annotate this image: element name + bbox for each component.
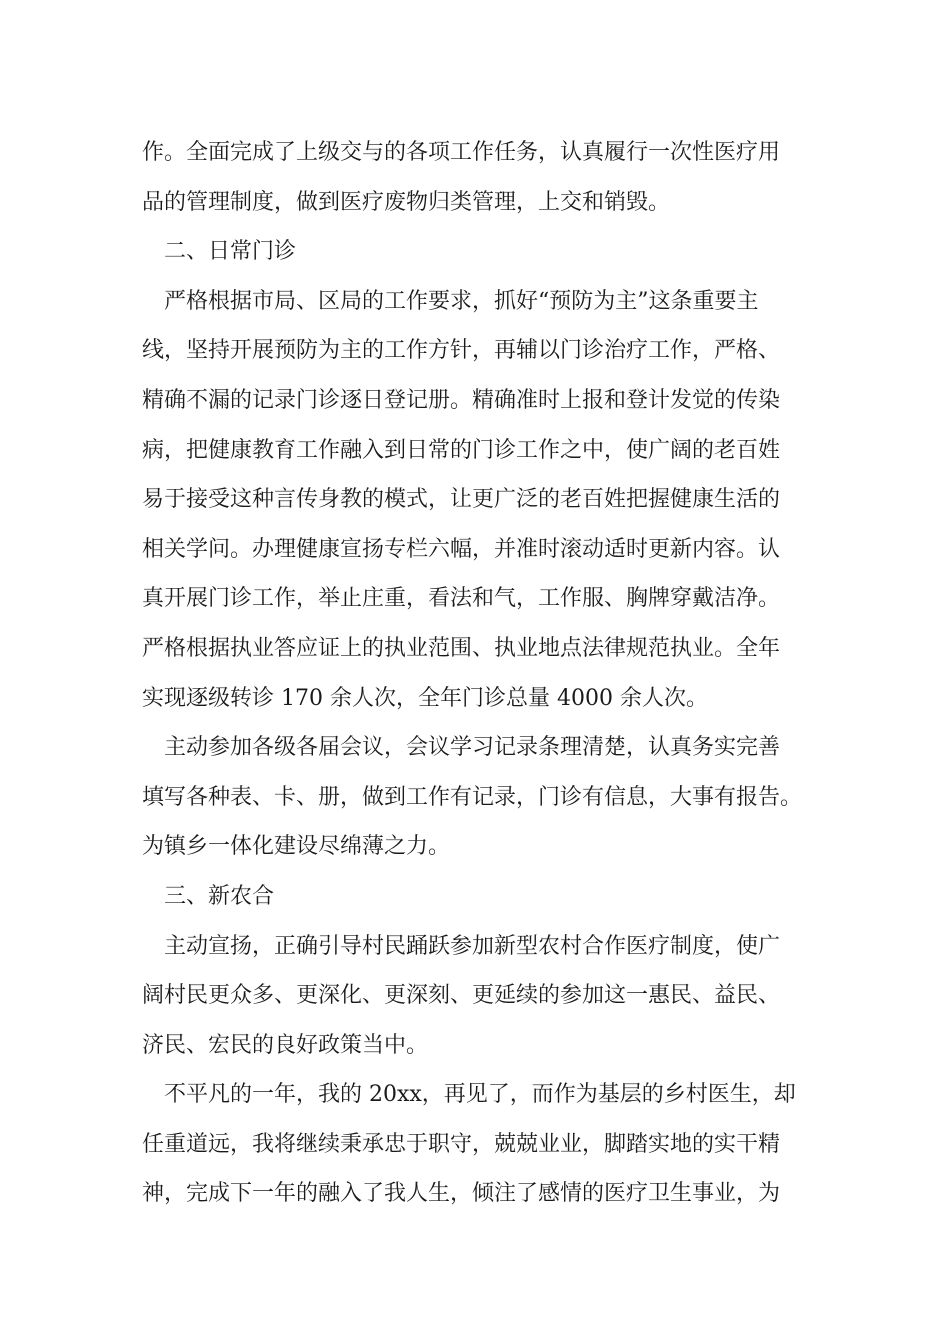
text-line: 阔村民更众多、更深化、更深刻、更延续的参加这一惠民、益民、 xyxy=(142,983,781,1009)
section-heading: 二、日常门诊 xyxy=(164,239,297,265)
text-line: 病，把健康教育工作融入到日常的门诊工作之中，使广阔的老百姓 xyxy=(142,437,781,463)
text-line: 严格根据执业答应证上的执业范围、执业地点法律规范执业。全年 xyxy=(142,635,781,661)
text-line: 主动宣扬，正确引导村民踊跃参加新型农村合作医疗制度，使广 xyxy=(164,933,781,959)
text-line: 相关学问。办理健康宣扬专栏六幅，并准时滚动适时更新内容。认 xyxy=(142,536,781,562)
text-line: 真开展门诊工作，举止庄重，看法和气，工作服、胸牌穿戴洁净。 xyxy=(142,586,781,612)
text-line: 任重道远，我将继续秉承忠于职守，兢兢业业，脚踏实地的实干精 xyxy=(142,1131,781,1157)
text-line: 作。全面完成了上级交与的各项工作任务，认真履行一次性医疗用 xyxy=(142,140,781,165)
document-body xyxy=(142,128,822,1219)
text-line: 主动参加各级各届会议，会议学习记录条理清楚，认真务实完善 xyxy=(164,735,781,761)
section-heading: 三、新农合 xyxy=(164,883,275,909)
text-line: 易于接受这种言传身教的模式，让更广泛的老百姓把握健康生活的 xyxy=(142,487,781,513)
text-line: 为镇乡一体化建设尽绵薄之力。 xyxy=(142,834,451,860)
text-line: 实现逐级转诊 170 余人次，全年门诊总量 4000 余人次。 xyxy=(142,685,708,711)
text-line: 不平凡的一年，我的 20xx，再见了，而作为基层的乡村医生，却 xyxy=(164,1082,796,1108)
text-line: 神，完成下一年的融入了我人生，倾注了感情的医疗卫生事业，为 xyxy=(142,1181,781,1207)
text-line: 济民、宏民的良好政策当中。 xyxy=(142,1032,429,1058)
text-line: 严格根据市局、区局的工作要求，抓好“预防为主”这条重要主 xyxy=(164,288,759,314)
text-line: 填写各种表、卡、册，做到工作有记录，门诊有信息，大事有报告。 xyxy=(142,784,803,810)
text-line: 线，坚持开展预防为主的工作方针，再辅以门诊治疗工作，严格、 xyxy=(142,338,781,364)
text-line: 精确不漏的记录门诊逐日登记册。精确准时上报和登计发觉的传染 xyxy=(142,387,781,413)
text-line: 品的管理制度，做到医疗废物归类管理，上交和销毁。 xyxy=(142,189,671,215)
